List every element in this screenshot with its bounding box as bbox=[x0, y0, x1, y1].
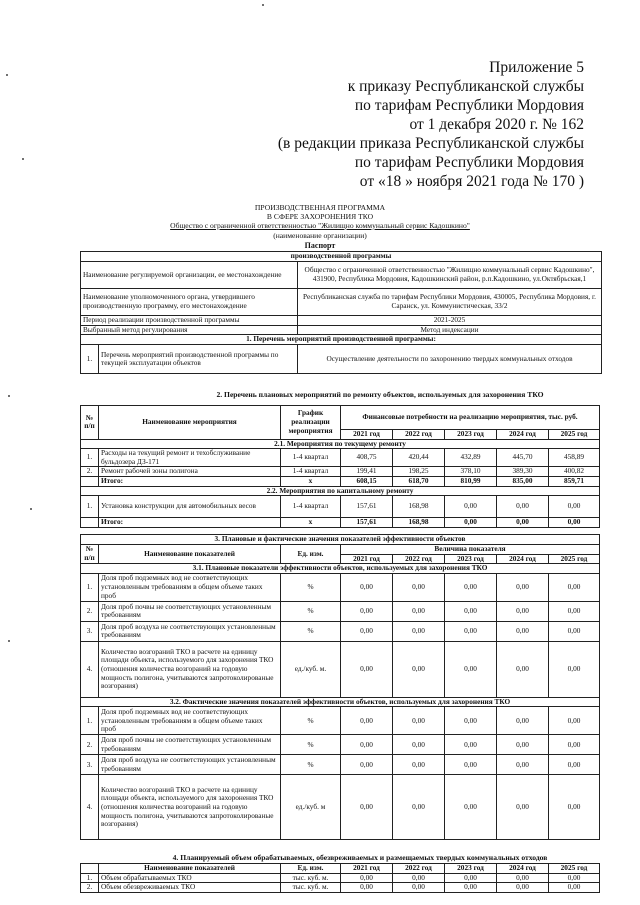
row-value: 0,00 bbox=[341, 641, 393, 697]
col-year: 2023 год bbox=[445, 864, 497, 874]
row-value: 432,89 bbox=[445, 449, 497, 467]
row-value: 0,00 bbox=[497, 496, 549, 518]
row-num: 2. bbox=[81, 467, 99, 477]
section1-num: 1. bbox=[81, 345, 99, 374]
repair-table bbox=[80, 405, 600, 528]
row-value: 420,44 bbox=[393, 449, 445, 467]
row-name: Объем обезвреживаемых ТКО bbox=[99, 883, 281, 893]
row-value: 0,00 bbox=[445, 496, 497, 518]
col-year: 2023 год bbox=[445, 554, 497, 564]
row-value: 0,00 bbox=[497, 641, 549, 697]
row-name: Доля проб подземных вод не соответствующих установленным требованиям в общем объеме таких проб bbox=[99, 573, 281, 601]
row-value: 0,00 bbox=[445, 883, 497, 893]
row-value: 0,00 bbox=[445, 621, 497, 641]
row-value: 0,00 bbox=[393, 735, 445, 755]
col-unit: Ед. изм. bbox=[281, 544, 341, 564]
row-num: 1. bbox=[81, 573, 99, 601]
appendix-line: (в редакции приказа Республиканской службы bbox=[277, 135, 584, 152]
row-unit: ед./куб. м. bbox=[281, 641, 341, 697]
row-num: 2. bbox=[81, 735, 99, 755]
section1-label: Перечень мероприятий производственной программы по текущей эксплуатации объектов bbox=[99, 345, 298, 374]
row-name: Доля проб воздуха не соответствующих установленным требованиям bbox=[99, 755, 281, 775]
col-year: 2021 год bbox=[341, 554, 393, 564]
row-value: 0,00 bbox=[341, 621, 393, 641]
col-value: Величина показателя bbox=[341, 544, 600, 554]
passport-label: Период реализации производственной программы bbox=[81, 316, 298, 326]
row-value: 0,00 bbox=[393, 775, 445, 840]
row-unit: % bbox=[281, 755, 341, 775]
organization-caption: (наименование организации) bbox=[273, 231, 367, 240]
row-value: 0,00 bbox=[341, 573, 393, 601]
col-year: 2024 год bbox=[497, 554, 549, 564]
row-value: 0,00 bbox=[341, 873, 393, 883]
row-num: 4. bbox=[81, 775, 99, 840]
row-value: 445,70 bbox=[497, 449, 549, 467]
row-value: 0,00 bbox=[445, 775, 497, 840]
row-num: 1. bbox=[81, 496, 99, 518]
appendix-line: к приказу Республиканской службы bbox=[347, 78, 584, 95]
passport-value: Общество с ограниченной ответственностью "Жилищно коммунальный сервис Кадошкино", 431900, Республика Мордовия, Кадошкинский район, р.п.Кадошкино, ул.Октябрьская,1 bbox=[298, 262, 602, 289]
row-num: 4. bbox=[81, 641, 99, 697]
row-name: Доля проб почвы не соответствующих установленным требованиям bbox=[99, 601, 281, 621]
col-num: № п/п bbox=[81, 544, 99, 564]
subsection-title: 3.2. Фактические значения показателей эффективности объектов, используемых для захоронения ТКО bbox=[81, 697, 600, 707]
appendix-line: от «18 » ноября 2021 года № 170 ) bbox=[359, 173, 584, 190]
row-value: 0,00 bbox=[393, 641, 445, 697]
row-num: 2. bbox=[81, 883, 99, 893]
row-value: 0,00 bbox=[445, 873, 497, 883]
passport-label: Наименование регулируемой организации, ее местонахождение bbox=[81, 262, 298, 289]
row-value: 0,00 bbox=[497, 621, 549, 641]
row-value: 0,00 bbox=[445, 601, 497, 621]
section2-title: 2. Перечень плановых мероприятий по ремонту объектов, используемых для захоронения ТКО bbox=[216, 390, 544, 399]
total-value: 0,00 bbox=[549, 518, 600, 528]
table-row bbox=[81, 707, 600, 735]
row-num: 1. bbox=[81, 449, 99, 467]
subsection-title: 2.2. Мероприятия по капитальному ремонту bbox=[81, 486, 600, 496]
row-value: 0,00 bbox=[497, 601, 549, 621]
table-row bbox=[81, 775, 600, 840]
appendix-line: по тарифам Республики Мордовия bbox=[354, 154, 584, 171]
row-value: 400,82 bbox=[549, 467, 600, 477]
row-name: Установка конструкции для автомобильных весов bbox=[99, 496, 281, 518]
total-value: 859,71 bbox=[549, 476, 600, 486]
passport-label: Наименование уполномоченного органа, утвердившего производственную программу, его местонахождение bbox=[81, 289, 298, 316]
table-row bbox=[81, 467, 600, 477]
col-name: Наименование показателей bbox=[99, 544, 281, 564]
row-value: 0,00 bbox=[393, 883, 445, 893]
row-value: 0,00 bbox=[549, 573, 600, 601]
total-label: Итого: bbox=[99, 476, 281, 486]
row-value: 0,00 bbox=[549, 775, 600, 840]
col-year: 2025 год bbox=[549, 430, 600, 440]
table-row bbox=[81, 496, 600, 518]
scan-speck bbox=[262, 4, 264, 6]
total-value: 608,15 bbox=[341, 476, 393, 486]
row-value: 0,00 bbox=[549, 496, 600, 518]
row-value: 0,00 bbox=[497, 883, 549, 893]
row-name: Количество возгораний ТКО в расчете на единицу площади объекта, используемого для захоронения ТКО (отношения количества возгораний на годовую мощность полигона, учитываются запротоколированые возгорания) bbox=[99, 641, 281, 697]
row-value: 0,00 bbox=[497, 775, 549, 840]
passport-label: Выбранный метод регулирования bbox=[81, 325, 298, 335]
col-year: 2024 год bbox=[497, 430, 549, 440]
row-num: 3. bbox=[81, 755, 99, 775]
row-schedule: 1-4 квартал bbox=[281, 449, 341, 467]
row-value: 0,00 bbox=[341, 601, 393, 621]
row-value: 0,00 bbox=[393, 601, 445, 621]
col-num: № п/п bbox=[81, 406, 99, 440]
row-value: 0,00 bbox=[549, 621, 600, 641]
passport-title: Паспорт bbox=[304, 241, 336, 250]
passport-value: Метод индексации bbox=[298, 325, 602, 335]
total-row bbox=[81, 476, 600, 486]
passport-value: 2021-2025 bbox=[298, 316, 602, 326]
row-value: 0,00 bbox=[341, 755, 393, 775]
table-row bbox=[81, 735, 600, 755]
col-schedule: График реализации мероприятия bbox=[281, 406, 341, 440]
section3-title: 3. Плановые и фактические значения показателей эффективности объектов bbox=[81, 535, 600, 545]
total-value: 618,70 bbox=[393, 476, 445, 486]
row-unit: % bbox=[281, 707, 341, 735]
col-name: Наименование мероприятия bbox=[99, 406, 281, 440]
row-name: Количество возгораний ТКО в расчете на единицу площади объекта, используемого для захоронения ТКО (отношения количества возгораний на годовую мощность полигона, учитываются запротоколированые возгорания) bbox=[99, 775, 281, 840]
row-unit: % bbox=[281, 621, 341, 641]
col-year: 2021 год bbox=[341, 864, 393, 874]
row-value: 199,41 bbox=[341, 467, 393, 477]
total-value: 157,61 bbox=[341, 518, 393, 528]
row-value: 0,00 bbox=[549, 601, 600, 621]
row-value: 0,00 bbox=[549, 735, 600, 755]
row-value: 198,25 bbox=[393, 467, 445, 477]
row-value: 0,00 bbox=[393, 755, 445, 775]
row-value: 0,00 bbox=[549, 641, 600, 697]
passport-value: Республиканская служба по тарифам Республики Мордовия, 430005, Республика Мордовия, г. Саранск, ул. Коммунистическая, 33/2 bbox=[298, 289, 602, 316]
row-name: Объем обрабатываемых ТКО bbox=[99, 873, 281, 883]
row-num: 3. bbox=[81, 621, 99, 641]
scan-speck bbox=[30, 508, 32, 510]
row-name: Доля проб подземных вод не соответствующих установленным требованиям в общем объеме таких проб bbox=[99, 707, 281, 735]
row-value: 0,00 bbox=[393, 573, 445, 601]
total-value: 168,98 bbox=[393, 518, 445, 528]
total-value: 810,99 bbox=[445, 476, 497, 486]
row-num: 1. bbox=[81, 707, 99, 735]
table-row bbox=[81, 641, 600, 697]
scan-speck bbox=[6, 74, 8, 76]
col-unit: Ед. изм. bbox=[281, 864, 341, 874]
row-value: 0,00 bbox=[497, 735, 549, 755]
program-subtitle: В СФЕРЕ ЗАХОРОНЕНИЯ ТКО bbox=[266, 212, 374, 221]
col-year: 2022 год bbox=[393, 554, 445, 564]
total-schedule: x bbox=[281, 518, 341, 528]
waste-volume-table bbox=[80, 863, 600, 893]
table-row bbox=[81, 621, 600, 641]
row-value: 458,89 bbox=[549, 449, 600, 467]
table-row bbox=[81, 883, 600, 893]
row-name: Расходы на текущий ремонт и техобслуживание бульдозера ДЗ-171 bbox=[99, 449, 281, 467]
col-finance: Финансовые потребности на реализацию мероприятия, тыс. руб. bbox=[341, 406, 600, 430]
row-num: 2. bbox=[81, 601, 99, 621]
row-value: 408,75 bbox=[341, 449, 393, 467]
scan-speck bbox=[8, 395, 10, 397]
row-value: 0,00 bbox=[549, 707, 600, 735]
row-value: 0,00 bbox=[445, 755, 497, 775]
row-value: 0,00 bbox=[341, 775, 393, 840]
appendix-header bbox=[254, 58, 584, 191]
total-schedule: x bbox=[281, 476, 341, 486]
passport-subtitle: производственной программы bbox=[81, 252, 602, 262]
row-unit: % bbox=[281, 735, 341, 755]
col-year: 2022 год bbox=[393, 864, 445, 874]
row-value: 0,00 bbox=[549, 873, 600, 883]
table-row bbox=[81, 449, 600, 467]
row-value: 0,00 bbox=[445, 573, 497, 601]
col-year: 2022 год bbox=[393, 430, 445, 440]
row-value: 0,00 bbox=[549, 883, 600, 893]
row-num: 1. bbox=[81, 873, 99, 883]
table-row bbox=[81, 755, 600, 775]
total-row bbox=[81, 518, 600, 528]
col-year: 2023 год bbox=[445, 430, 497, 440]
scan-speck bbox=[8, 640, 10, 642]
row-value: 0,00 bbox=[497, 707, 549, 735]
section1-title: 1. Перечень мероприятий производственной программы: bbox=[81, 335, 602, 345]
row-name: Ремонт рабочей зоны полигона bbox=[99, 467, 281, 477]
section1-value: Осуществление деятельности по захоронению твердых коммунальных отходов bbox=[298, 345, 602, 374]
col-year: 2021 год bbox=[341, 430, 393, 440]
row-value: 0,00 bbox=[341, 883, 393, 893]
subsection-title: 2.1. Мероприятия по текущему ремонту bbox=[81, 439, 600, 449]
row-value: 0,00 bbox=[393, 707, 445, 735]
program-title: ПРОИЗВОДСТВЕННАЯ ПРОГРАММА bbox=[254, 203, 386, 212]
row-value: 0,00 bbox=[445, 641, 497, 697]
scan-speck bbox=[22, 158, 24, 160]
subsection-title: 3.1. Плановые показатели эффективности объектов, используемых для захоронения ТКО bbox=[81, 564, 600, 574]
row-unit: тыс. куб. м. bbox=[281, 873, 341, 883]
row-value: 0,00 bbox=[341, 707, 393, 735]
col-year: 2024 год bbox=[497, 864, 549, 874]
row-value: 389,30 bbox=[497, 467, 549, 477]
row-value: 157,61 bbox=[341, 496, 393, 518]
table-row bbox=[81, 873, 600, 883]
appendix-line: от 1 декабря 2020 г. № 162 bbox=[409, 116, 584, 133]
appendix-line: по тарифам Республики Мордовия bbox=[354, 97, 584, 114]
row-value: 378,10 bbox=[445, 467, 497, 477]
total-label: Итого: bbox=[99, 518, 281, 528]
total-value: 835,00 bbox=[497, 476, 549, 486]
row-name: Доля проб почвы не соответствующих установленным требованиям bbox=[99, 735, 281, 755]
row-value: 0,00 bbox=[549, 755, 600, 775]
table-row bbox=[81, 573, 600, 601]
row-unit: ед./куб. м bbox=[281, 775, 341, 840]
row-value: 0,00 bbox=[393, 873, 445, 883]
total-value: 0,00 bbox=[445, 518, 497, 528]
appendix-line: Приложение 5 bbox=[489, 59, 584, 76]
col-name: Наименование показателей bbox=[99, 864, 281, 874]
passport-table bbox=[80, 251, 602, 374]
col-year: 2025 год bbox=[549, 864, 600, 874]
row-value: 0,00 bbox=[341, 735, 393, 755]
total-value: 0,00 bbox=[497, 518, 549, 528]
table-row bbox=[81, 601, 600, 621]
row-name: Доля проб воздуха не соответствующих установленным требованиям bbox=[99, 621, 281, 641]
row-schedule: 1-4 квартал bbox=[281, 467, 341, 477]
row-value: 0,00 bbox=[497, 573, 549, 601]
row-unit: тыс. куб. м. bbox=[281, 883, 341, 893]
row-value: 0,00 bbox=[393, 621, 445, 641]
row-unit: % bbox=[281, 573, 341, 601]
section4-title: 4. Планируемый объем обрабатываемых, обезвреживаемых и размещаемых твердых коммунальных отходов bbox=[172, 853, 548, 862]
row-value: 0,00 bbox=[497, 873, 549, 883]
efficiency-table bbox=[80, 534, 600, 840]
row-value: 168,98 bbox=[393, 496, 445, 518]
col-year: 2025 год bbox=[549, 554, 600, 564]
row-schedule: 1-4 квартал bbox=[281, 496, 341, 518]
organization-name: Общество с ограниченной ответственностью "Жилищно коммунальный сервис Кадошкино" bbox=[170, 221, 470, 230]
row-value: 0,00 bbox=[497, 755, 549, 775]
row-value: 0,00 bbox=[445, 707, 497, 735]
row-unit: % bbox=[281, 601, 341, 621]
row-value: 0,00 bbox=[445, 735, 497, 755]
